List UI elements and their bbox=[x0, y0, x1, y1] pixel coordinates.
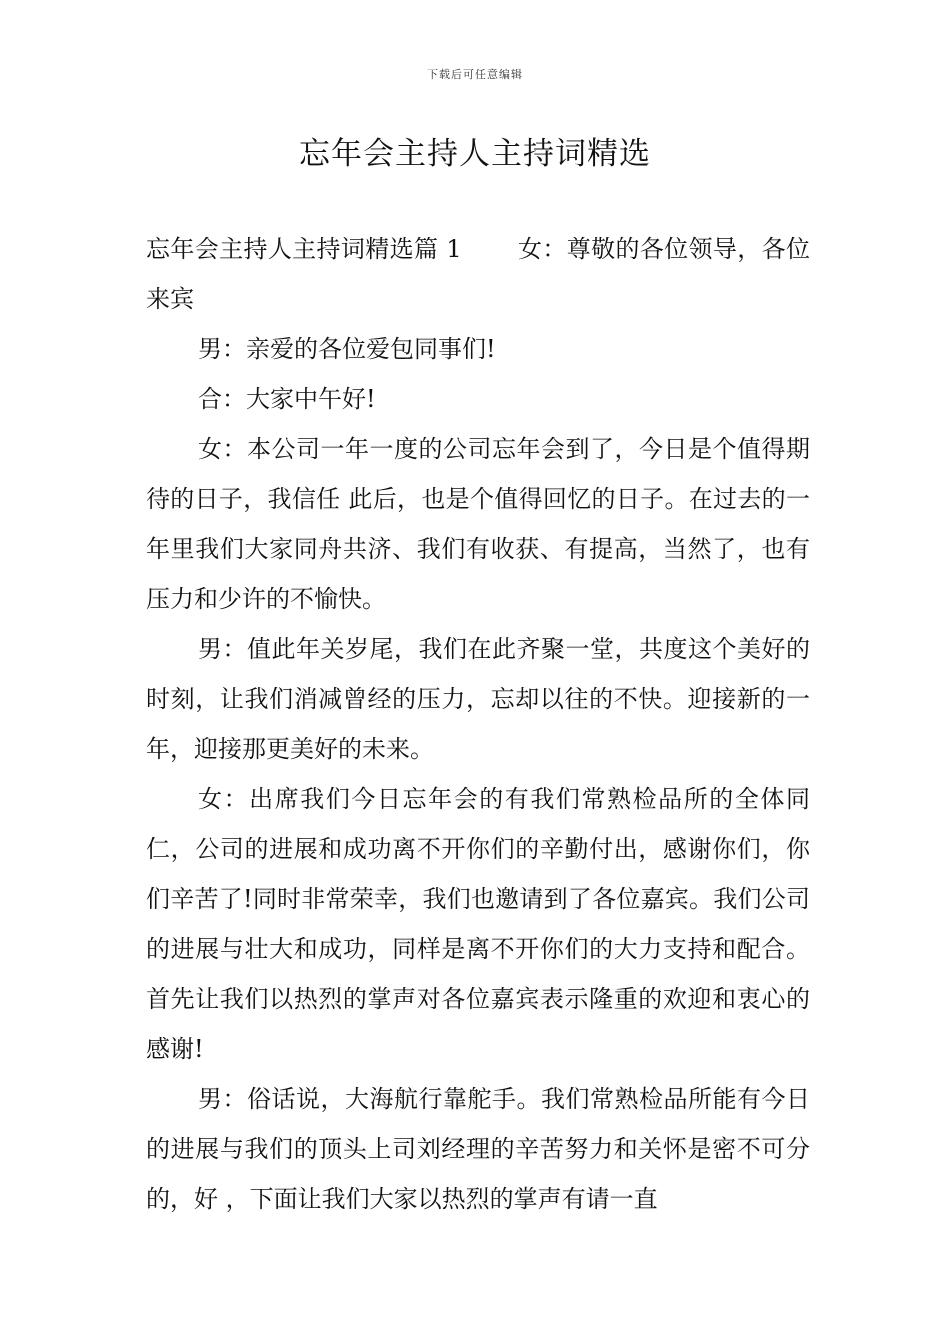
paragraph: 男：亲爱的各位爱包同事们! bbox=[198, 335, 496, 363]
header-note: 下载后可任意编辑 bbox=[427, 68, 523, 81]
intro-paragraph bbox=[146, 224, 810, 324]
document-body bbox=[146, 224, 810, 1224]
paragraph: 男：值此年关岁尾，我们在此齐聚一堂，共度这个美好的时刻，让我们消减曾经的压力，忘却以往的不快。迎接新的一年，迎接那更美好的未来。 bbox=[146, 635, 810, 763]
intro-text: 女：尊敬的各位领导，各位来宾 bbox=[146, 235, 811, 313]
document-title: 忘年会主持人主持词精选 bbox=[299, 136, 651, 172]
paragraph: 男：俗话说，大海航行靠舵手。我们常熟检品所能有今日的进展与我们的顶头上司刘经理的辛苦努力和关怀是密不可分的，好 ，下面让我们大家以热烈的掌声有请一直 bbox=[146, 1085, 810, 1213]
paragraph: 女：出席我们今日忘年会的有我们常熟检品所的全体同仁，公司的进展和成功离不开你们的辛勤付出，感谢你们，你们辛苦了!同时非常荣幸，我们也邀请到了各位嘉宾。我们公司的进展与壮大和成功，同样是离不开你们的大力支持和配合。首先让我们以热烈的掌声对各位嘉宾表示隆重的欢迎和衷心的感谢! bbox=[146, 785, 810, 1063]
section-label: 忘年会主持人主持词精选篇 1 bbox=[146, 235, 462, 263]
paragraph: 合：大家中午好! bbox=[198, 385, 376, 413]
paragraph: 女：本公司一年一度的公司忘年会到了，今日是个值得期待的日子，我信任 此后，也是个值得回忆的日子。在过去的一年里我们大家同舟共济、我们有收获、有提高，当然了，也有压力和少许的不愉快。 bbox=[146, 435, 810, 613]
